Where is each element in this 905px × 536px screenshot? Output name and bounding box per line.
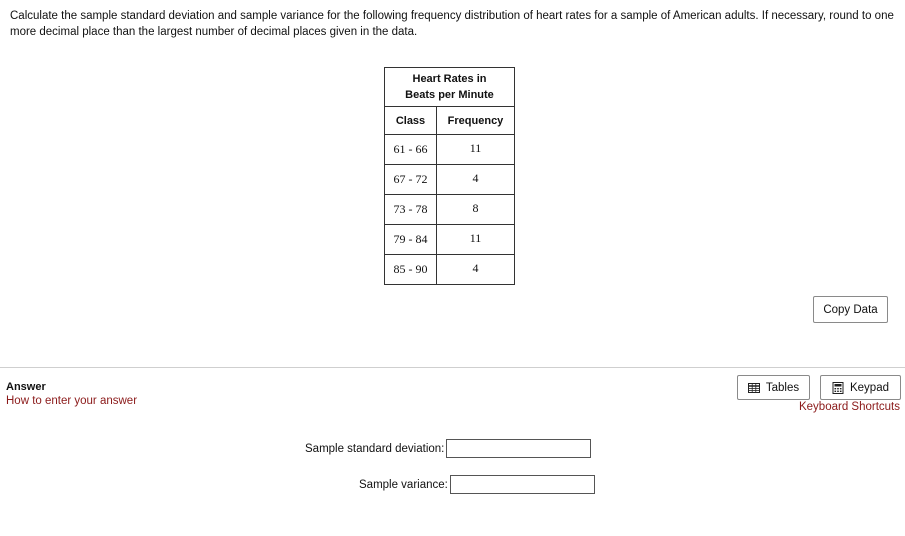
table-title: [385, 68, 515, 107]
column-header-frequency: Frequency: [437, 107, 515, 135]
frequency-cell: 4: [437, 165, 515, 195]
class-cell: 73 - 78: [385, 195, 437, 225]
table-row: [385, 135, 515, 165]
sd-label: Sample standard deviation:: [305, 442, 445, 455]
class-cell: 79 - 84: [385, 225, 437, 255]
calculator-icon: [832, 382, 844, 394]
variance-label: Sample variance:: [359, 478, 448, 491]
keypad-label: Keypad: [849, 381, 889, 394]
table-row: [385, 225, 515, 255]
variance-field-row: [359, 475, 595, 494]
frequency-cell: 4: [437, 255, 515, 285]
answer-heading: Answer: [6, 381, 46, 393]
table-icon: [748, 382, 760, 394]
variance-input[interactable]: [450, 475, 595, 494]
frequency-table: [384, 67, 515, 285]
table-row: [385, 165, 515, 195]
tables-label: Tables: [765, 381, 800, 394]
keyboard-shortcuts-link[interactable]: Keyboard Shortcuts: [798, 401, 900, 413]
sd-input[interactable]: [446, 439, 591, 458]
table-title-line2: Beats per Minute: [405, 89, 494, 101]
class-cell: 67 - 72: [385, 165, 437, 195]
class-cell: 85 - 90: [385, 255, 437, 285]
class-cell: 61 - 66: [385, 135, 437, 165]
frequency-cell: 8: [437, 195, 515, 225]
table-row: [385, 195, 515, 225]
column-header-class: Class: [385, 107, 437, 135]
question-text: Calculate the sample standard deviation and sample variance for the following frequency distribution of heart rates for a sample of American adults. If necessary, round to one more decimal place than the largest number of decimal places given in the data.: [10, 10, 894, 38]
section-divider: [0, 367, 905, 368]
table-title-line1: Heart Rates in: [412, 73, 487, 85]
copy-data-button[interactable]: Copy Data: [813, 296, 888, 323]
tables-button[interactable]: [737, 375, 810, 400]
sd-field-row: [305, 439, 591, 458]
keypad-button[interactable]: [820, 375, 901, 400]
frequency-cell: 11: [437, 135, 515, 165]
how-to-enter-answer-link[interactable]: How to enter your answer: [6, 395, 138, 407]
table-row: [385, 255, 515, 285]
frequency-cell: 11: [437, 225, 515, 255]
